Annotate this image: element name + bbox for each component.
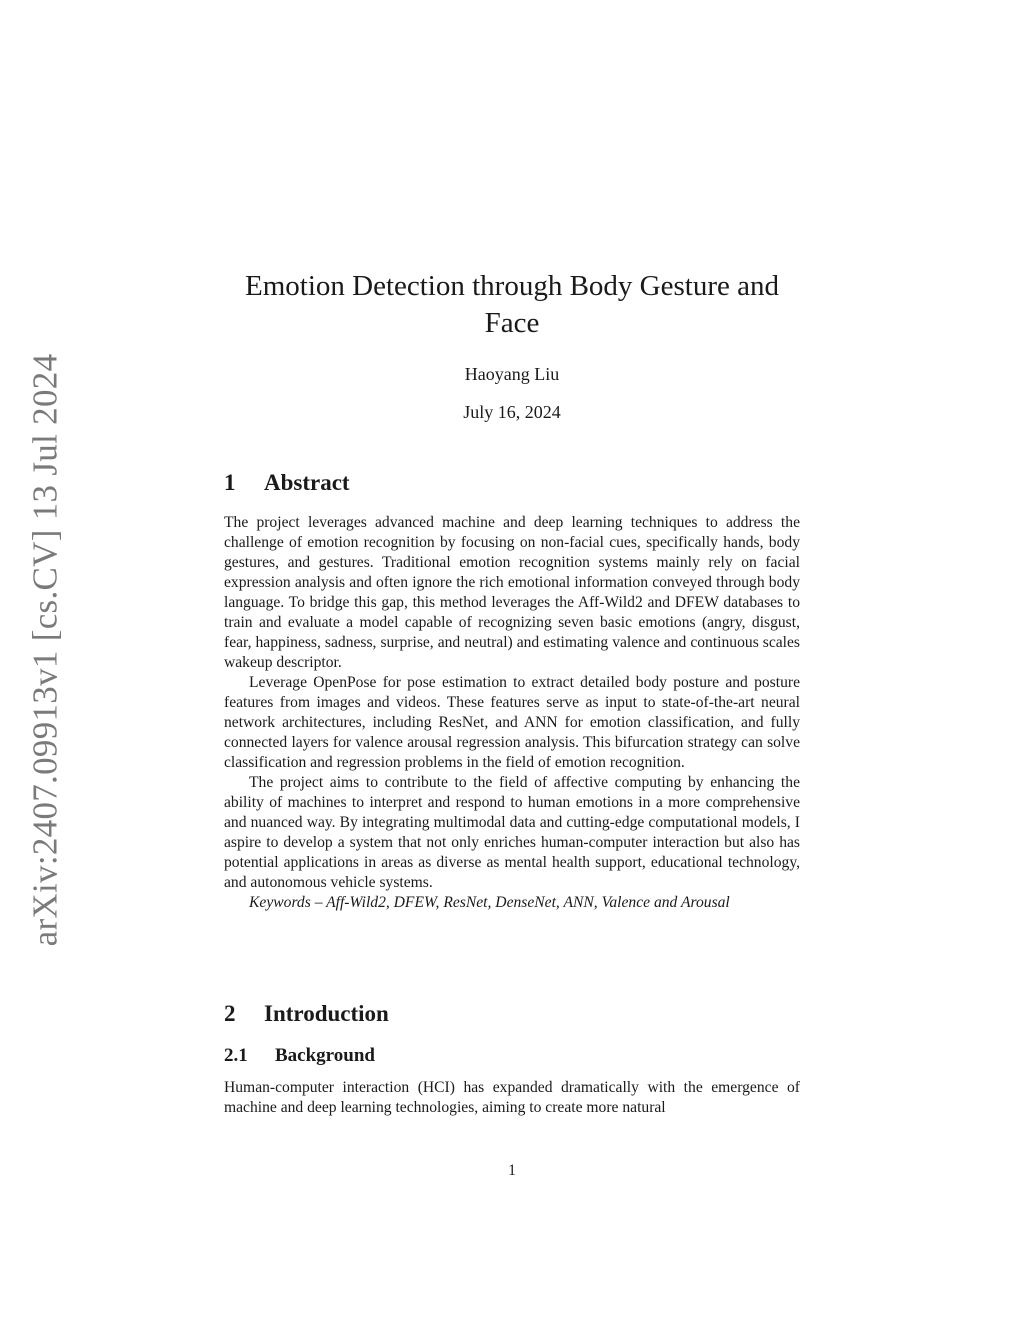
section-number: 2	[224, 1001, 236, 1026]
abstract-paragraph-2: Leverage OpenPose for pose estimation to extract detailed body posture and posture features from images and videos. These features serve as input to state-of-the-art neural network architectures, including ResNet, and ANN for emotion classification, and fully connected layers for valence arousal regression analysis. This bifurcation strategy can solve classification and regression problems in the field of emotion recognition.	[224, 674, 800, 771]
section-heading-abstract	[224, 470, 350, 496]
subsection-heading-background	[224, 1045, 375, 1067]
section-title: Introduction	[264, 1001, 389, 1026]
section-heading-introduction	[224, 1001, 389, 1027]
author-name: Haoyang Liu	[464, 364, 560, 384]
subsection-number: 2.1	[224, 1045, 248, 1066]
abstract-paragraph-1: The project leverages advanced machine and deep learning techniques to address the challenge of emotion recognition by focusing on non-facial cues, specifically hands, body gestures, and gestures. Traditional emotion recognition systems mainly rely on facial expression analysis and often ignore the rich emotional information conveyed through body language. To bridge this gap, this method leverages the Aff-Wild2 and DFEW databases to train and evaluate a model capable of recognizing seven basic emotions (angry, disgust, fear, happiness, sadness, surprise, and neutral) and estimating valence and continuous scales wakeup descriptor.	[224, 514, 800, 671]
abstract-paragraph-3: The project aims to contribute to the field of affective computing by enhancing the ability of machines to interpret and respond to human emotions in a more comprehensive and nuanced way. By integrating multimodal data and cutting-edge computational models, I aspire to develop a system that not only enriches human-computer interaction but also has potential applications in areas as diverse as mental health support, educational technology, and autonomous vehicle systems.	[224, 774, 800, 891]
arxiv-identifier-text: arXiv:2407.09913v1 [cs.CV] 13 Jul 2024	[25, 353, 64, 947]
section-number: 1	[224, 470, 236, 495]
page-number: 1	[508, 1162, 516, 1179]
subsection-title: Background	[275, 1045, 375, 1066]
publication-date: July 16, 2024	[463, 402, 561, 422]
background-paragraph: Human-computer interaction (HCI) has expanded dramatically with the emergence of machine and deep learning technologies, aiming to create more natural	[224, 1079, 800, 1116]
background-body	[224, 1078, 800, 1118]
paper-title: Emotion Detection through Body Gesture and Face	[245, 270, 779, 339]
keywords-line: Keywords – Aff-Wild2, DFEW, ResNet, DenseNet, ANN, Valence and Arousal	[249, 894, 730, 911]
arxiv-identifier-stamp	[20, 353, 70, 947]
abstract-body	[224, 513, 800, 913]
section-title: Abstract	[264, 470, 350, 495]
